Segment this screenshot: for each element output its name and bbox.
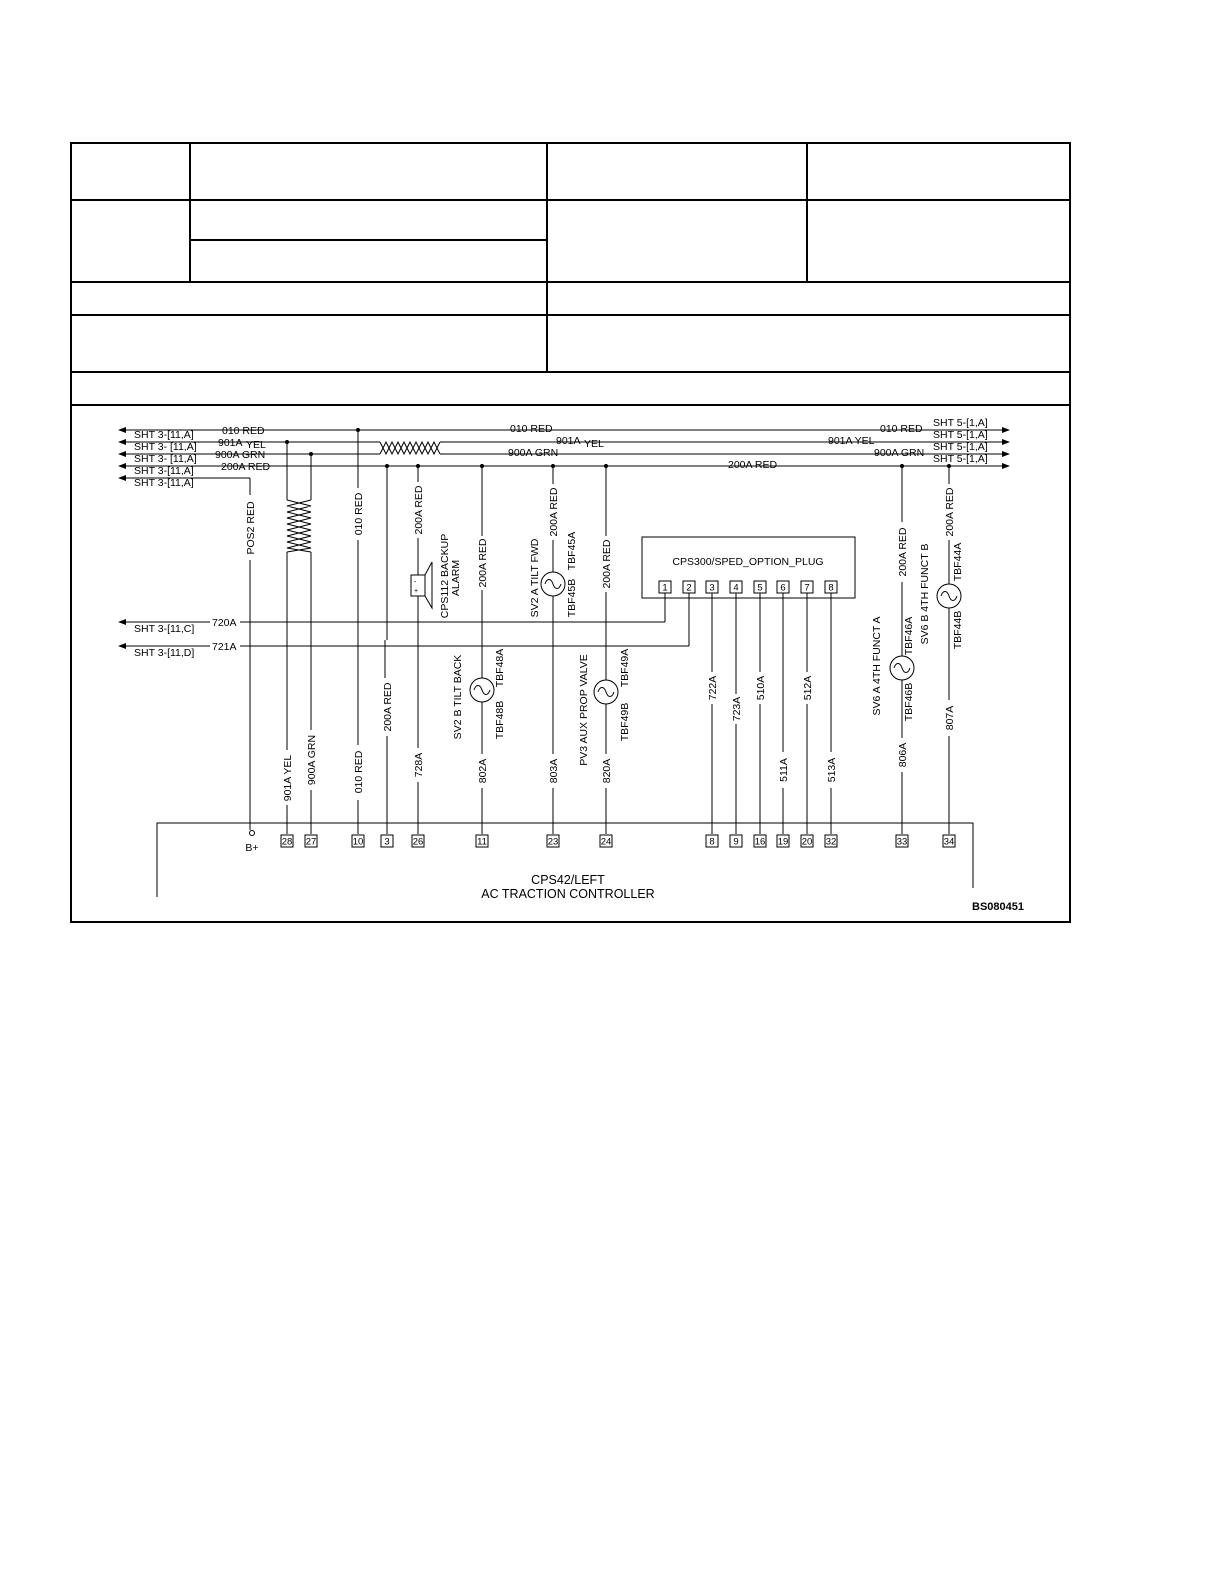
plug-pin-2 [683, 581, 695, 594]
bus-left-ref-3: SHT 3- [11,A] [134, 453, 197, 465]
controller-pin-32-label: 32 [825, 836, 837, 848]
bus-right-wire-3: 900A GRN [874, 447, 925, 459]
controller-pin-28-label: 28 [281, 836, 293, 848]
sig-720a-ref: SHT 3-[11,C] [134, 623, 195, 635]
bus-right-wire-2: 901A YEL [828, 435, 875, 447]
backup-alarm [411, 534, 462, 618]
tilt-fwd-tbf-a: TBF45A [566, 531, 578, 571]
controller-pin-32 [825, 835, 837, 848]
controller-pin-20-label: 20 [801, 836, 813, 848]
plug-pin-3-label: 3 [709, 582, 715, 594]
controller-pin-10 [352, 835, 364, 848]
bus-right-ref-3: SHT 5-[1,A] [933, 441, 988, 453]
plug-pin-8 [825, 581, 837, 594]
controller-pin-23-label: 23 [547, 836, 559, 848]
vlabel-513a: 513A [826, 757, 838, 783]
bus-left-ref-1: SHT 3-[11,A] [134, 429, 194, 441]
controller-pin-19-label: 19 [777, 836, 789, 848]
bus-mid-wire-3: 900A GRN [508, 447, 559, 459]
bus-mid-wire-4: 200A RED [728, 459, 778, 471]
controller-pin-26-label: 26 [412, 836, 424, 848]
controller-pin-19 [777, 835, 789, 848]
sv6b-tbf-b: TBF44B [952, 610, 964, 650]
plug-pin-4 [730, 581, 742, 594]
vlabel-tb-bot: 802A [477, 758, 489, 784]
controller-pin-24-label: 24 [600, 836, 612, 848]
svg-text:+: + [414, 588, 419, 595]
plug-pins [659, 581, 837, 594]
controller-pins [281, 835, 955, 848]
aux-prop-valve [578, 649, 631, 766]
plug-pin-4-label: 4 [733, 582, 739, 594]
sv6a-tbf-a: TBF46A [903, 616, 915, 656]
plug-pin-1-label: 1 [662, 582, 668, 594]
sig-721a-ref: SHT 3-[11,D] [134, 647, 195, 659]
controller-pin-33-label: 33 [896, 836, 908, 848]
vlabel-512a: 512A [802, 675, 814, 701]
controller-pin-34 [943, 835, 955, 848]
vlabel-723a: 723A [731, 696, 743, 722]
vlabel-pos2: POS2 RED [245, 501, 257, 555]
alarm-name: CPS112 BACKUP [439, 533, 451, 619]
tilt-fwd-name: SV2 A TILT FWD [529, 538, 541, 618]
tilt-back-tbf-a: TBF48A [494, 648, 506, 688]
plug-pin-8-label: 8 [828, 582, 834, 594]
bus-mid-wire-2-color: YEL [584, 438, 604, 450]
bus-right-ref-4: SHT 5-[1,A] [933, 453, 988, 465]
controller-pin-3-label: 3 [384, 836, 390, 848]
option-plug [642, 537, 855, 598]
plug-pin-5-label: 5 [757, 582, 763, 594]
sv6a-name: SV6 A 4TH FUNCT A [871, 616, 883, 716]
controller-name-1: CPS42/LEFT [531, 873, 605, 887]
vlabel-511a: 511A [778, 758, 790, 782]
alarm-name-2: ALARM [450, 559, 462, 597]
vlabel-tf-bot: 803A [548, 758, 560, 784]
plug-pin-6-label: 6 [780, 582, 786, 594]
sv6a-tbf-b: TBF46B [903, 682, 915, 722]
vlabel-510a: 510A [755, 675, 767, 701]
plug-pin-5 [754, 581, 766, 594]
controller-pin-3 [381, 835, 393, 848]
controller-pin-11-label: 11 [477, 836, 487, 848]
controller-pin-20 [801, 835, 813, 848]
controller-pin-23 [547, 835, 559, 848]
aux-prop-name: PV3 AUX PROP VALVE [578, 654, 590, 766]
left-signal-labels [134, 617, 237, 659]
controller-pin-9-label: 9 [733, 836, 739, 848]
tilt-back-name: SV2 B TILT BACK [452, 654, 464, 740]
vlabel-alarm-top: 200A RED [413, 485, 425, 535]
vlabel-tb-top: 200A RED [477, 538, 489, 588]
plug-pin-7 [801, 581, 813, 594]
plug-pin-1 [659, 581, 671, 594]
plug-pin-2-label: 2 [686, 582, 692, 594]
vlabel-901a: 901A YEL [282, 754, 294, 802]
plug-label: CPS300/SPED_OPTION_PLUG [672, 556, 824, 568]
sig-721a: 721A [212, 641, 237, 653]
controller-pin-11 [476, 835, 488, 848]
bus-left-wire-2-color: YEL [246, 439, 266, 451]
vlabel-pv-top: 200A RED [601, 539, 613, 589]
bus-right-wire-1: 010 RED [880, 423, 923, 435]
tilt-fwd-tbf-b: TBF45B [566, 578, 578, 618]
figure-id: BS080451 [972, 901, 1024, 913]
vlabel-pv-bot: 820A [601, 758, 613, 784]
vlabel-alarm-bot: 728A [413, 752, 425, 778]
vlabel-sv6b-top: 200A RED [944, 487, 956, 537]
sv6b-valve [919, 543, 964, 650]
tilt-back-valve [452, 649, 506, 740]
vlabel-sv6a-bot: 806A [897, 742, 909, 768]
vlabel-200a-pin3: 200A RED [382, 682, 394, 732]
sv6a-valve [871, 616, 915, 721]
bus-left-ref-2: SHT 3- [11,A] [134, 441, 197, 453]
plug-pin-7-label: 7 [804, 582, 810, 594]
bus-left-ref-5: SHT 3-[11,A] [134, 477, 194, 489]
controller-pin-27-label: 27 [305, 836, 317, 848]
controller-pin-26 [412, 835, 424, 848]
controller [157, 823, 973, 901]
controller-pin-34-label: 34 [943, 836, 955, 848]
controller-pin-27 [305, 835, 317, 848]
controller-pin-16-label: 16 [754, 836, 766, 848]
bus-right-ref-1: SHT 5-[1,A] [933, 417, 988, 429]
controller-name-2: AC TRACTION CONTROLLER [481, 887, 655, 901]
plug-pin-3 [706, 581, 718, 594]
controller-pin-28 [281, 835, 293, 848]
aux-prop-tbf-b: TBF49B [619, 702, 631, 742]
bus-left-wire-3: 900A GRN [215, 449, 266, 461]
svg-text:-: - [414, 579, 417, 586]
bus-right-ref-2: SHT 5-[1,A] [933, 429, 988, 441]
controller-pin-24 [600, 835, 612, 848]
bus-mid-wire-2: 901A [556, 435, 581, 447]
plug-pin-6 [777, 581, 789, 594]
bus-left-ref-4: SHT 3-[11,A] [134, 465, 194, 477]
controller-pin-33 [896, 835, 908, 848]
bus-mid-wire-1: 010 RED [510, 423, 553, 435]
vlabel-tf-top: 200A RED [548, 487, 560, 537]
bus-left-wire-2: 901A [218, 437, 243, 449]
vlabel-722a: 722A [707, 675, 719, 701]
controller-pin-8-label: 8 [709, 836, 715, 848]
controller-pin-9 [730, 835, 742, 848]
junctions [285, 428, 951, 468]
sv6b-tbf-a: TBF44A [952, 542, 964, 582]
vertical-wires [120, 430, 949, 834]
sv6b-name: SV6 B 4TH FUNCT B [919, 543, 931, 645]
bus-right-labels [828, 417, 988, 465]
tilt-back-tbf-b: TBF48B [494, 700, 506, 740]
vlabel-010-bot: 010 RED [353, 750, 365, 794]
vertical-wire-labels [245, 485, 956, 801]
vlabel-sv6a-top: 200A RED [897, 527, 909, 577]
controller-bplus: B+ [245, 842, 259, 854]
vlabel-900a: 900A GRN [306, 734, 318, 786]
sig-720a: 720A [212, 617, 237, 629]
bus-left-wire-4: 200A RED [221, 461, 271, 473]
controller-pin-16 [754, 835, 766, 848]
vlabel-sv6b-bot: 807A [944, 705, 956, 731]
controller-pin-8 [706, 835, 718, 848]
aux-prop-tbf-a: TBF49A [619, 648, 631, 688]
controller-pin-10-label: 10 [352, 836, 364, 848]
bus-left-wire-1: 010 RED [222, 425, 265, 437]
vlabel-010-top: 010 RED [353, 492, 365, 536]
